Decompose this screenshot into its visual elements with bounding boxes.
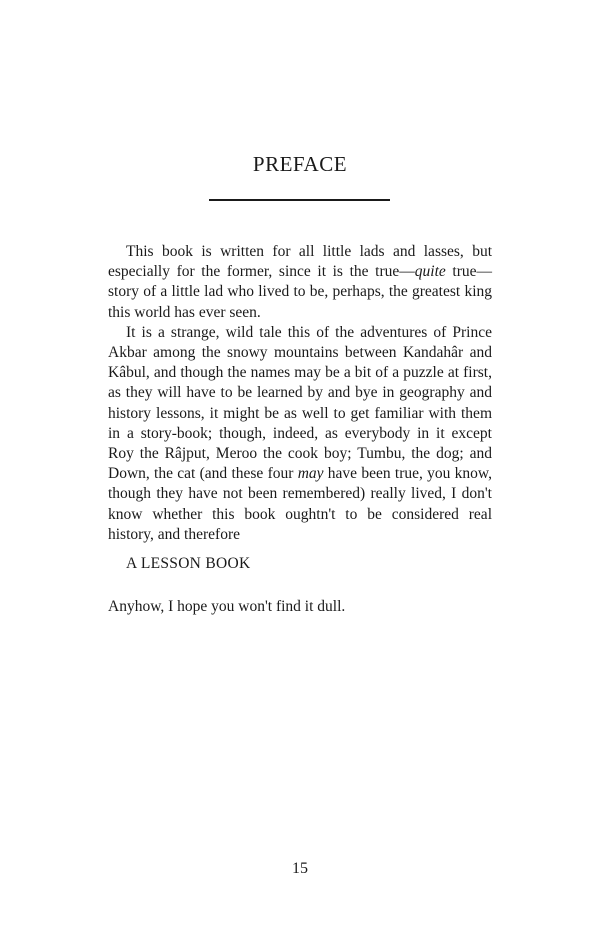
chapter-title: PREFACE <box>252 152 348 176</box>
page-number: 15 <box>292 860 308 877</box>
paragraph-2-after: have been true, you know, though they have not been remembered) really lived, I don't know whether this book oughtn't to be considered real history, and therefore <box>108 465 492 543</box>
paragraph-2-before: It is a strange, wild tale this of the adventures of Prince Akbar among the snowy mountains between Kandahâr and Kâbul, and though the names may be a bit of a puzzle at first, as they will have to be learned by and bye in geography and history lessons, it might be as well to get familiar with them in a story-book; though, indeed, as everybody in it except Roy the Râjput, Meroo the cook boy; Tumbu, the dog; and Down, the cat (and these four <box>108 323 492 483</box>
paragraph-1-before: This book is written for all little lads and lasses, but especially for the former, since it is the true— <box>108 243 492 281</box>
paragraph-1-after: true—story of a little lad who lived to be, perhaps, the greatest king this world has ever seen. <box>108 263 492 321</box>
paragraph-1-emphasis: quite <box>414 263 446 281</box>
title-divider <box>209 199 390 201</box>
paragraph-2 <box>108 323 492 545</box>
lesson-book-heading: A LESSON BOOK <box>126 555 251 572</box>
preface-body <box>108 242 492 545</box>
closing-line: Anyhow, I hope you won't find it dull. <box>108 598 346 615</box>
paragraph-1 <box>108 242 492 323</box>
paragraph-2-emphasis: may <box>297 465 324 483</box>
